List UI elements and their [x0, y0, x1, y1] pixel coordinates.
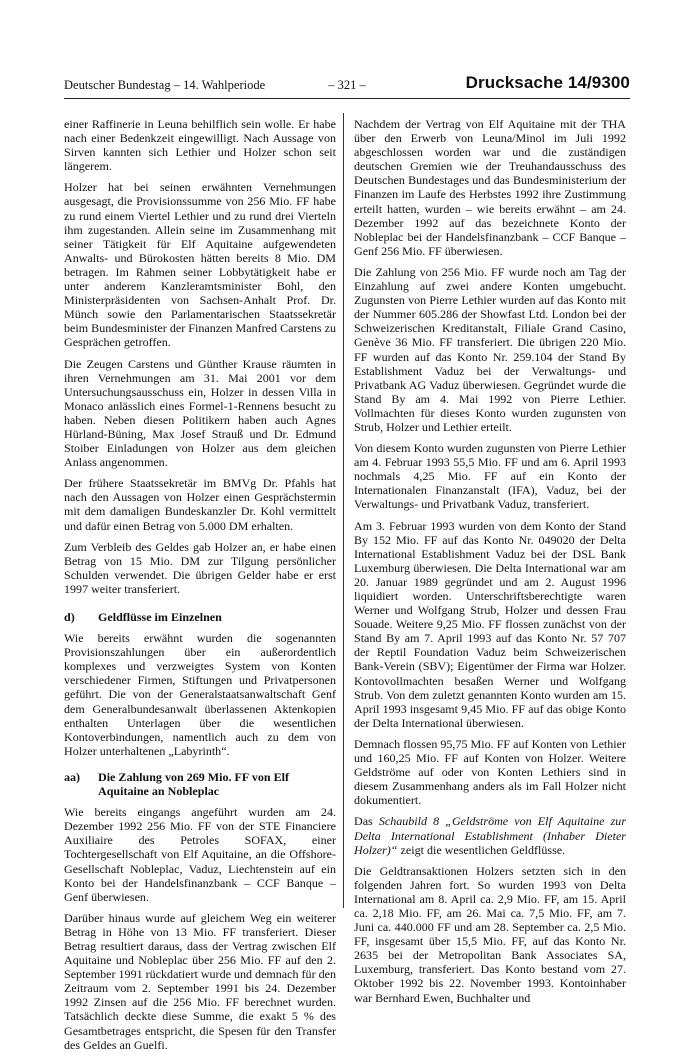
right-column [354, 117, 626, 1012]
section-title: Die Zahlung von 269 Mio. FF von Elf Aquitaine an Nobleplac [98, 769, 289, 799]
paragraph: Darüber hinaus wurde auf gleichem Weg ein weiterer Betrag in Höhe von 13 Mio. FF transferiert. Dieser Betrag resultiert daraus, dass der Vertrag zwischen Elf Aquitaine und Nobleplac über 256 Mio. FF auf den 2. September 1991 rückdatiert wurde und demnach für den Zeitraum vom 2. September 1991 bis 24. Dezember 1992 Zinsen auf die 256 Mio. FF berechnet wurden. Tatsächlich deckte diese Summe, die exakt 5 % des Gesamtbetrages entspricht, die Spesen für den Transfer des Geldes an Guelfi. [64, 910, 336, 1052]
left-column [64, 117, 336, 1059]
paragraph: Zum Verbleib des Geldes gab Holzer an, er habe einen Betrag von 15 Mio. DM zur Tilgung persönlicher Schulden verwendet. Die übrigen Gelder habe er erst 1997 weiter transferiert. [64, 539, 336, 596]
section-title: Geldflüsse im Einzelnen [98, 610, 222, 624]
paragraph: Von diesem Konto wurden zugunsten von Pierre Lethier am 4. Februar 1993 55,5 Mio. FF und am 6. April 1993 nochmals 4,25 Mio. FF auf ein Konto der Internationalen Finanzanstalt (IFA), Vaduz, bei der Verwaltungs- und Privatbank Vaduz, transferiert. [354, 441, 626, 512]
paragraph: Demnach flossen 95,75 Mio. FF auf Konten von Lethier und 160,25 Mio. FF auf Konten von Holzer. Weitere Geldströme auf oder von Konten Lethiers sind in diesem Zusammenhang anders als im Fall Holzer nicht dokumentiert. [354, 736, 626, 808]
section-number: d) [64, 610, 75, 624]
paragraph: einer Raffinerie in Leuna behilflich sein wolle. Er habe nach einer Bedenkzeit eingewilligt. Nach Aussage von Sirven kannten sich Lethier und Holzer schon seit längerem. [64, 117, 336, 174]
paragraph: Am 3. Februar 1993 wurden von dem Konto der Stand By 152 Mio. FF auf das Konto Nr. 049020 der Delta International Establishment Vaduz bei der DSL Bank Luxemburg überwiesen. Die Delta International war am 20. Januar 1989 gegründet und am 2. August 1996 liquidiert worden. Unterschriftsberechtigte waren Werner und Wolfgang Strub, Holzer und dessen Frau Souade. Weitere 9,25 Mio. FF flossen zunächst von der Stand By am 7. April 1993 auf das Konto Nr. 57 707 der Reptil Foundation Vaduz beim Schweizerischen Bank-Verein (SBV); Eigentümer der Firma war Holzer. Kontovollmachten besaßen Werner und Wolfgang Strub. Von dem zuletzt genannten Konto wurden am 15. April 1993 insgesamt 9,45 Mio. FF auf das obige Konto der Delta International überwiesen. [354, 518, 626, 730]
column-divider [343, 113, 344, 908]
paragraph: Der frühere Staatssekretär im BMVg Dr. Pfahls hat nach den Aussagen von Holzer einen Gesprächstermin mit dem damaligen Bundeskanzler Dr. Kohl vermittelt und dafür einen Betrag von 5.000 DM erhalten. [64, 476, 336, 533]
header-document-number: Drucksache 14/9300 [465, 73, 630, 92]
paragraph: Die Zeugen Carstens und Günther Krause räumten in ihren Vernehmungen am 31. Mai 2001 vor dem Untersuchungsausschuss ein, Holzer in dessen Villa in Monaco anlässlich eines Formel-1-Rennens besucht zu haben. Neben diesen Politikern haben auch Agnes Hürland-Büning, Max Josef Strauß und Dr. Edmund Stoiber Einladungen von Holzer aus dem gleichen Anlass angenommen. [64, 356, 336, 470]
section-heading-d [64, 610, 336, 624]
section-heading-aa [64, 770, 336, 798]
header-publication: Deutscher Bundestag – 14. Wahlperiode [64, 78, 266, 92]
paragraph-figure-reference [354, 814, 626, 856]
paragraph: Die Zahlung von 256 Mio. FF wurde noch am Tag der Einzahlung auf zwei andere Konten umgebucht. Zugunsten von Pierre Lethier wurden auf das Konto mit der Nummer 605.286 der Showfast Ltd. London bei der Schweizerischen Kreditanstalt, Filiale Grand Casino, Genève 36 Mio. FF transferiert. Die übrigen 220 Mio. FF wurden auf das Konto Nr. 259.104 der Stand By Establishment Vaduz bei der Verwaltungs- und Privatbank AG Vaduz überwiesen. Gegründet wurde die Stand By am 4. Mai 1992 von Pierre Lethier. Vollmachten für dieses Konto wurden zugunsten von Strub, Holzer und Lethier erteilt. [354, 264, 626, 434]
figure-reference: Schaubild 8 „Geldströme von Elf Aquitaine zur Delta International Establishment (Inhaber Dieter Holzer)“ [354, 814, 627, 857]
paragraph: Die Geldtransaktionen Holzers setzten sich in den folgenden Jahren fort. So wurden 1993 von Delta International am 8. April ca. 2,9 Mio. FF, am 15. April ca. 2,18 Mio. FF, am 26. Mai ca. 7,5 Mio. FF, am 7. Juni ca. 440.000 FF und am 28. September ca. 2,5 Mio. FF, insgesamt über 15,5 Mio. FF, auf das Konto Nr. 2635 bei der Metropolitan Bank Associates SA, Luxemburg, transferiert. Das Konto bestand vom 27. Oktober 1992 bis 22. November 1993. Kontoinhaber war Bernhard Ewen, Buchhalter und [354, 863, 626, 1005]
section-number: aa) [64, 769, 81, 784]
paragraph: Holzer hat bei seinen erwähnten Vernehmungen ausgesagt, die Provisionssumme von 256 Mio. FF habe zu rund einem Viertel Lethier und zu rund drei Vierteln ihm zugestanden. Allein seine im Zusammenhang mit seiner Tätigkeit für Elf Aquitaine aufgewendeten Anwalts- und Bürokosten hätten bereits 8 Mio. DM betragen. Im Rahmen seiner Lobbytätigkeit habe er unter anderem Kanzleramtsminister Bohl, den Ministerpräsidenten von Sachsen-Anhalt Prof. Dr. Münch sowie den Parlamentarischen Staatssekretär beim Bundesminister der Finanzen Manfred Carstens zu Gesprächen getroffen. [64, 180, 336, 350]
header-page-number: – 321 – [328, 78, 366, 92]
paragraph: Nachdem der Vertrag von Elf Aquitaine mit der THA über den Erwerb von Leuna/Minol im Juli 1992 abgeschlossen worden war und die zuständigen deutschen Gremien wie der Treuhandausschuss des Deutschen Bundestages und das Bundesministerium der Finanzen im Laufe des Herbstes 1992 ihre Zustimmung erteilt hatten, wurden – wie bereits erwähnt – am 24. Dezember 1992 auf das bezeichnete Konto der Nobleplac bei der Handelsfinanzbank – CCF Banque – Genf 256 Mio. FF überwiesen. [354, 117, 626, 258]
paragraph: Wie bereits erwähnt wurden die sogenannten Provisionszahlungen über ein außerordentlich komplexes und verzweigtes System von Konten verschiedener Firmen, Stiftungen und Privatpersonen geführt. Die von der Generalstaatsanwaltschaft Genf dem Generalbundesanwalt überlassenen Aktenkopien enthalten Unterlagen über die wesentlichen Kontoverbindungen, namentlich auch zu dem von Holzer unterhaltenen „Labyrinth“. [64, 631, 336, 758]
text-run: Das [354, 814, 379, 829]
paragraph: Wie bereits eingangs angeführt wurden am 24. Dezember 1992 256 Mio. FF von der STE Financiere Auxiliaire des Petroles SOFAX, einer Tochtergesellschaft von Elf Aquitaine, an die Offshore-Gesellschaft Nobleplac, Vaduz, Liechtenstein auf ein Konto bei der Handelsfinanzbank – CCF Banque – Genf überwiesen. [64, 805, 336, 904]
text-run: zeigt die wesentlichen Geldflüsse. [397, 842, 566, 857]
page-header [64, 72, 630, 99]
